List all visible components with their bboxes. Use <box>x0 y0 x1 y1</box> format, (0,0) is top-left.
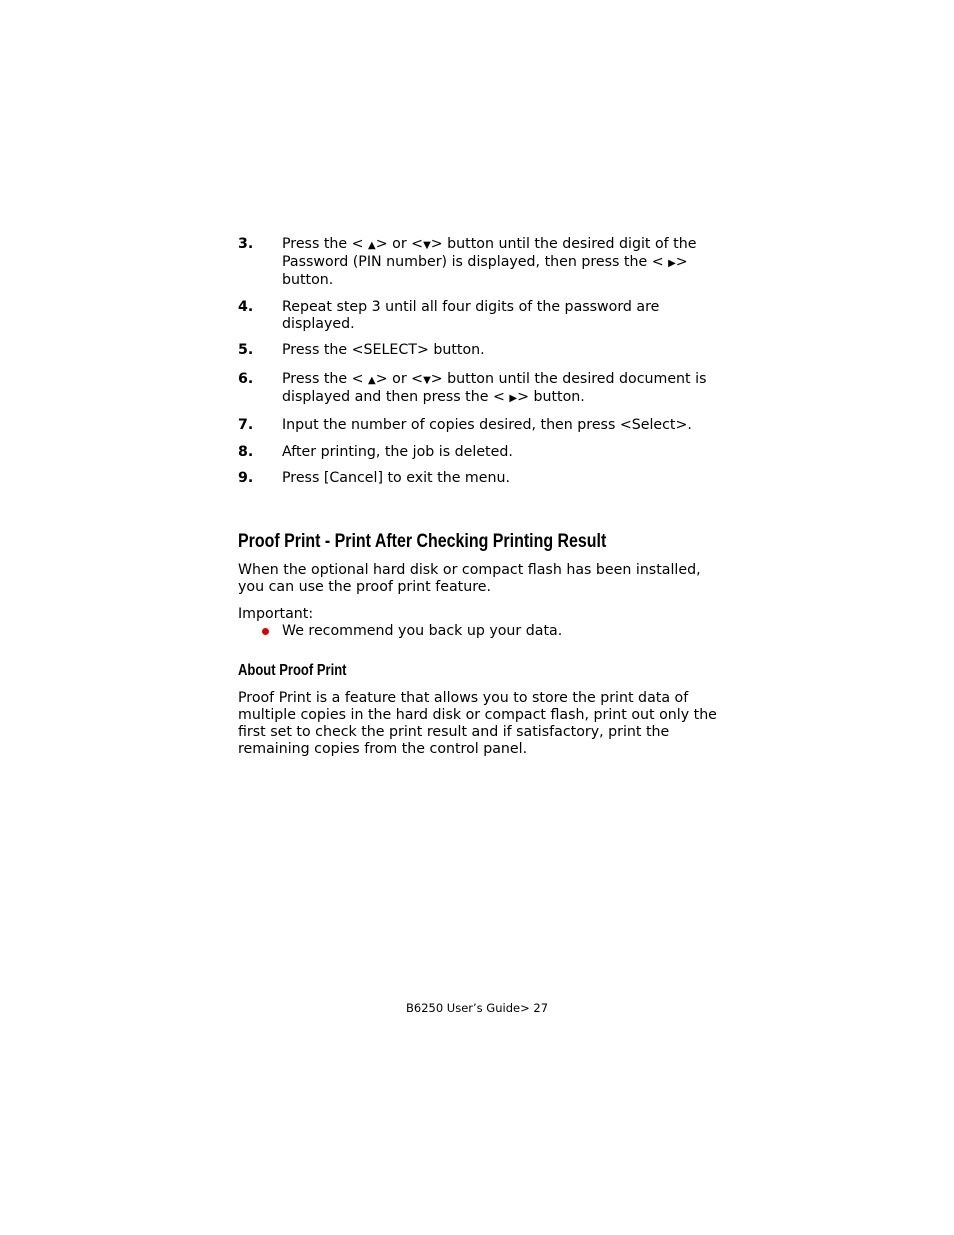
step-8 <box>238 444 718 461</box>
up-arrow-icon: ▲ <box>368 240 376 251</box>
step-text: Press [Cancel] to exit the menu. <box>282 470 510 486</box>
bullet-text: We recommend you back up your data. <box>282 623 563 639</box>
important-label: Important: <box>238 606 314 622</box>
step-text: Press the < ▲> or <▼> button until the desired document is displayed and then press the < ▶> button. <box>282 371 707 405</box>
right-arrow-icon: ▶ <box>668 258 676 269</box>
section-heading: Proof Print - Print After Checking Printing Result <box>238 531 607 552</box>
step-number: 4. <box>238 299 254 315</box>
step-text: After printing, the job is deleted. <box>282 444 513 460</box>
step-number: 9. <box>238 470 254 486</box>
right-arrow-icon: ▶ <box>509 393 518 404</box>
step-number: 3. <box>238 236 254 252</box>
step-text: Input the number of copies desired, then press <Select>. <box>282 417 692 433</box>
page-footer: B6250 User’s Guide> 27 <box>405 1001 549 1015</box>
subsection-heading: About Proof Print <box>238 662 347 679</box>
down-arrow-icon: ▼ <box>423 375 431 386</box>
subsection-body: Proof Print is a feature that allows you to store the print data of multiple copies in the hard disk or compact flash, print out only the first set to check the print result and if satisfactory, print the remaining copies from the control panel. <box>238 690 717 757</box>
step-text: Press the <SELECT> button. <box>282 342 485 358</box>
step-number: 8. <box>238 444 254 460</box>
step-number: 7. <box>238 417 254 433</box>
step-number: 6. <box>238 371 254 387</box>
step-4 <box>238 299 718 333</box>
bullet-item <box>238 623 718 640</box>
bullet-dot-icon <box>262 628 269 635</box>
step-6 <box>238 371 718 407</box>
step-number: 5. <box>238 342 254 358</box>
step-text: Repeat step 3 until all four digits of the password are displayed. <box>282 299 660 332</box>
step-text: Press the < ▲> or <▼> button until the desired digit of the Password (PIN number) is displayed, then press the < ▶> button. <box>282 236 697 288</box>
section-intro: When the optional hard disk or compact flash has been installed, you can use the proof print feature. <box>238 562 701 595</box>
step-3 <box>238 236 718 289</box>
step-9 <box>238 470 718 487</box>
step-5 <box>238 342 718 359</box>
step-7 <box>238 417 718 434</box>
numbered-steps <box>238 236 718 487</box>
down-arrow-icon: ▼ <box>423 240 431 251</box>
up-arrow-icon: ▲ <box>368 375 376 386</box>
